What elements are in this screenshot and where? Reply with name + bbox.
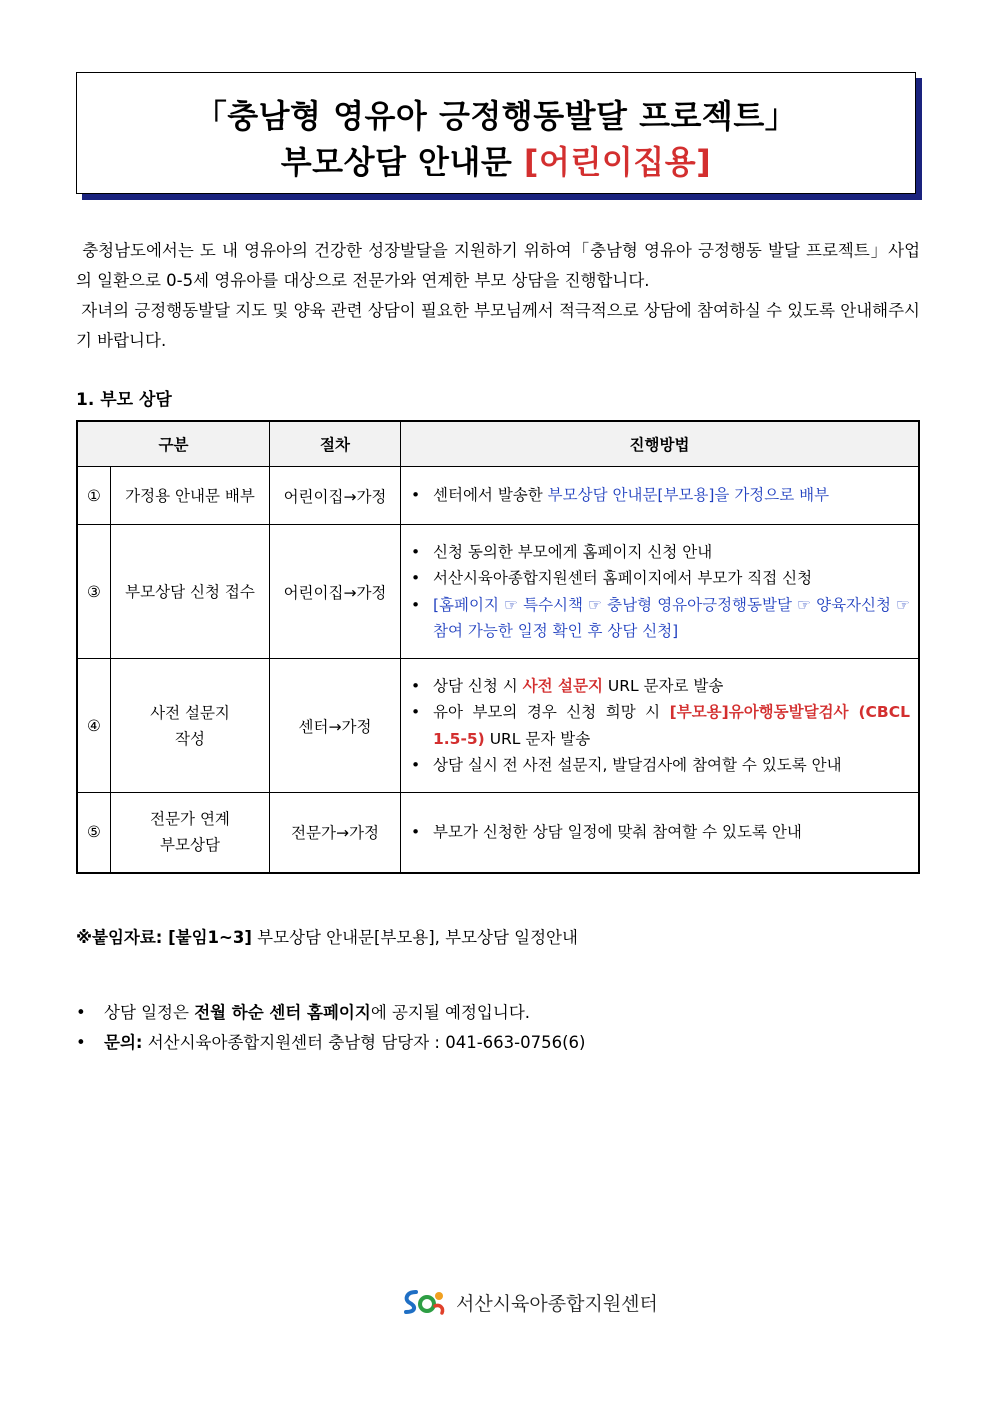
method-text: 상담 실시 전 사전 설문지, 발달검사에 참여할 수 있도록 안내 xyxy=(433,756,842,774)
bullet-icon: • xyxy=(411,486,421,505)
intro-paragraph-2 xyxy=(76,296,920,356)
row-method xyxy=(401,659,920,793)
center-logo-icon xyxy=(402,1286,448,1318)
method-text: 유아 부모의 경우 신청 희망 시 xyxy=(433,703,670,721)
method-text: 센터에서 발송한 xyxy=(433,486,548,505)
row-procedure: 어린이집→가정 xyxy=(270,467,401,525)
method-text: 부모가 신청한 상담 일정에 맞춰 참여할 수 있도록 안내 xyxy=(433,823,802,841)
table-row xyxy=(77,467,919,525)
method-text: 신청 동의한 부모에게 홈페이지 신청 안내 xyxy=(433,542,713,561)
bullet-icon: • xyxy=(76,1003,86,1022)
method-text-red: 사전 설문지 xyxy=(522,676,603,695)
title-line1: 「충남형 영유아 긍정행동발달 프로젝트」 xyxy=(194,97,798,135)
intro-p1-text: 충청남도에서는 도 내 영유아의 건강한 성장발달을 지원하기 위하여「충남형 영유아 긍정행동 발달 프로젝트」사업의 일환으로 0-5세 영유아를 대상으로 전문가와 연계한 부모 상담을 진행합니다. xyxy=(76,241,921,290)
note-text-bold: 전월 하순 센터 홈페이지 xyxy=(194,1003,371,1022)
header-proc: 절차 xyxy=(270,421,401,467)
header-gubun: 구분 xyxy=(77,421,270,467)
row-category-line2: 부모상담 xyxy=(160,836,220,855)
attachment-label: ※붙임자료: [붙임1~3] xyxy=(76,928,252,947)
row-method xyxy=(401,525,920,659)
row-category-line1: 사전 설문지 xyxy=(150,703,230,722)
method-item xyxy=(405,592,910,645)
method-item xyxy=(405,482,910,509)
method-item xyxy=(405,819,910,846)
table-row xyxy=(77,659,919,793)
table-header-row xyxy=(77,421,919,467)
row-procedure: 전문가→가정 xyxy=(270,793,401,873)
method-item xyxy=(405,673,910,700)
method-text-blue: [홈페이지 ☞ 특수시책 ☞ 충남형 영유아긍정행동발달 ☞ 양육자신청 ☞ 참여 가능한 일정 확인 후 상담 신청] xyxy=(433,595,910,640)
method-item xyxy=(405,752,910,779)
row-method xyxy=(401,793,920,873)
intro-p2-text: 자녀의 긍정행동발달 지도 및 양육 관련 상담이 필요한 부모님께서 적극적으로 상담에 참여하실 수 있도록 안내해주시기 바랍니다. xyxy=(76,301,920,350)
bullet-icon: • xyxy=(411,703,421,721)
title-line2 xyxy=(77,137,915,183)
center-logo-text: 서산시육아종합지원센터 xyxy=(456,1292,658,1315)
bullet-icon: • xyxy=(411,676,421,695)
contact-label: 문의: xyxy=(104,1033,143,1052)
method-text-red: [부모용]유아행동발달검사 (CBCL 1.5-5) xyxy=(433,703,910,748)
row-number: ④ xyxy=(77,659,111,793)
row-category: 가정용 안내문 배부 xyxy=(111,467,270,525)
bullet-icon: • xyxy=(411,756,421,774)
bullet-icon: • xyxy=(411,595,421,614)
row-method xyxy=(401,467,920,525)
bullet-icon: • xyxy=(411,823,421,841)
method-text: URL 문자로 발송 xyxy=(602,676,724,695)
method-text-blue: 부모상담 안내문[부모용]을 가정으로 배부 xyxy=(547,486,830,505)
row-procedure: 어린이집→가정 xyxy=(270,525,401,659)
title-main: 부모상담 안내문 xyxy=(280,143,524,181)
bullet-icon: • xyxy=(76,1033,86,1052)
row-category xyxy=(111,659,270,793)
bullet-icon: • xyxy=(411,569,421,587)
header-method: 진행방법 xyxy=(401,421,920,467)
method-item xyxy=(405,539,910,566)
row-category: 부모상담 신청 접수 xyxy=(111,525,270,659)
row-procedure: 센터→가정 xyxy=(270,659,401,793)
note-contact xyxy=(76,1028,586,1058)
title-highlight: [어린이집용] xyxy=(523,143,712,181)
method-text: 상담 신청 시 xyxy=(433,676,523,695)
method-text: 서산시육아종합지원센터 홈페이지에서 부모가 직접 신청 xyxy=(433,569,813,587)
intro-text xyxy=(76,236,920,356)
contact-text: 서산시육아종합지원센터 충남형 담당자 : 041-663-0756(6) xyxy=(142,1033,586,1052)
method-item xyxy=(405,699,910,752)
center-logo xyxy=(402,1284,658,1320)
row-number: ③ xyxy=(77,525,111,659)
row-category-line2: 작성 xyxy=(175,729,205,748)
row-number: ① xyxy=(77,467,111,525)
row-number: ⑤ xyxy=(77,793,111,873)
method-text: URL 문자 발송 xyxy=(484,729,591,748)
title-box xyxy=(76,72,916,194)
note-schedule xyxy=(76,998,586,1028)
row-category xyxy=(111,793,270,873)
notes xyxy=(76,998,586,1058)
method-item xyxy=(405,565,910,592)
table-row xyxy=(77,525,919,659)
row-category-line1: 전문가 연계 xyxy=(150,810,230,829)
bullet-icon: • xyxy=(411,542,421,561)
attachment-note xyxy=(76,924,578,948)
section-title: 1. 부모 상담 xyxy=(76,390,172,410)
counseling-table xyxy=(76,420,920,874)
table-row xyxy=(77,793,919,873)
attachment-text: 부모상담 안내문[부모용], 부모상담 일정안내 xyxy=(251,928,578,947)
intro-paragraph-1 xyxy=(76,236,920,296)
note-text: 상담 일정은 xyxy=(104,1003,195,1022)
note-text: 에 공지될 예정입니다. xyxy=(370,1003,530,1022)
